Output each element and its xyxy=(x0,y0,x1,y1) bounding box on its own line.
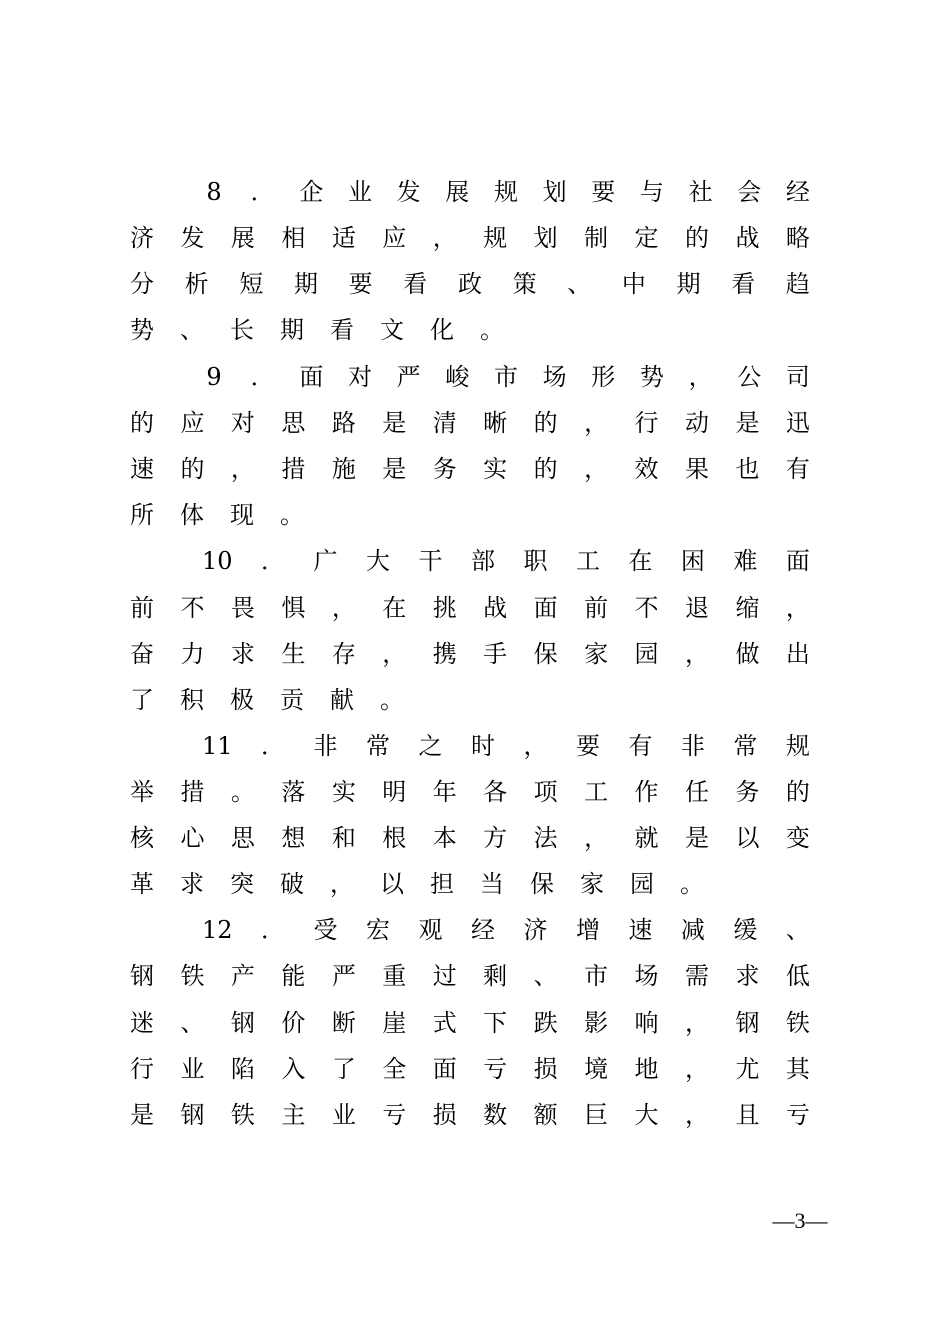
text-glyph: ， xyxy=(330,870,354,898)
text-glyph: 面 xyxy=(533,594,558,622)
text-line xyxy=(130,1049,810,1089)
text-glyph: 路 xyxy=(331,409,356,437)
text-glyph: 园 xyxy=(634,640,659,668)
text-glyph: 文 xyxy=(380,316,404,344)
text-glyph: 发 xyxy=(396,178,421,206)
text-glyph: 业 xyxy=(180,1055,205,1083)
text-glyph: 略 xyxy=(785,224,810,252)
text-glyph: 积 xyxy=(180,686,204,714)
text-glyph: 入 xyxy=(281,1055,306,1083)
text-glyph: 献 xyxy=(330,686,354,714)
text-glyph: 响 xyxy=(634,1009,659,1037)
text-glyph: 。 xyxy=(680,870,704,898)
text-glyph: 8 xyxy=(206,178,222,206)
page-number: —3— xyxy=(772,1208,828,1233)
text-glyph: 。 xyxy=(380,686,404,714)
text-glyph: 速 xyxy=(130,455,154,483)
text-glyph: 、 xyxy=(567,270,592,298)
text-glyph: 。 xyxy=(480,316,504,344)
text-glyph: 施 xyxy=(331,455,356,483)
text-glyph: 退 xyxy=(684,594,709,622)
text-glyph: 严 xyxy=(396,363,421,391)
text-glyph: 钢 xyxy=(130,962,154,990)
text-glyph: 期 xyxy=(676,270,701,298)
text-glyph: 与 xyxy=(639,178,664,206)
text-glyph: 项 xyxy=(533,778,558,806)
text-glyph: 务 xyxy=(432,455,457,483)
text-glyph: 求 xyxy=(735,962,760,990)
text-glyph: 极 xyxy=(230,686,254,714)
text-glyph: 实 xyxy=(483,455,508,483)
text-glyph: 常 xyxy=(366,732,390,760)
text-line xyxy=(130,264,810,304)
text-glyph: 市 xyxy=(493,363,518,391)
text-glyph: 社 xyxy=(688,178,713,206)
text-glyph: 断 xyxy=(331,1009,356,1037)
text-glyph: 在 xyxy=(382,594,407,622)
text-glyph: 效 xyxy=(634,455,659,483)
text-glyph: 短 xyxy=(239,270,264,298)
text-line xyxy=(130,956,810,996)
text-glyph: 所 xyxy=(130,501,154,529)
text-glyph: 面 xyxy=(432,1055,457,1083)
text-glyph: 也 xyxy=(735,455,760,483)
text-line xyxy=(130,449,810,489)
text-glyph: ， xyxy=(432,224,457,252)
text-glyph: 影 xyxy=(584,1009,609,1037)
text-line xyxy=(202,910,810,950)
text-glyph: 钢 xyxy=(180,1101,205,1129)
text-glyph: 前 xyxy=(584,594,609,622)
text-glyph: 思 xyxy=(281,409,306,437)
text-glyph: 产 xyxy=(230,962,255,990)
text-glyph: 思 xyxy=(230,824,255,852)
text-glyph: 的 xyxy=(533,455,558,483)
text-glyph: 长 xyxy=(230,316,254,344)
text-glyph: 应 xyxy=(382,224,407,252)
text-glyph: 的 xyxy=(785,778,810,806)
text-glyph: 战 xyxy=(483,594,508,622)
text-line xyxy=(130,310,810,350)
text-glyph: ， xyxy=(523,732,548,760)
text-glyph: 非 xyxy=(680,732,705,760)
text-glyph: 工 xyxy=(584,778,609,806)
text-glyph: 贡 xyxy=(280,686,304,714)
text-glyph: ， xyxy=(584,824,609,852)
text-glyph: 的 xyxy=(684,224,709,252)
text-glyph: 职 xyxy=(523,547,548,575)
text-glyph: 大 xyxy=(634,1101,659,1129)
text-glyph: 求 xyxy=(180,870,204,898)
text-glyph: 法 xyxy=(533,824,558,852)
text-glyph: 行 xyxy=(130,1055,154,1083)
text-glyph: 不 xyxy=(180,594,205,622)
text-glyph: 广 xyxy=(313,547,338,575)
text-line xyxy=(202,726,810,766)
text-glyph: 严 xyxy=(331,962,356,990)
text-line xyxy=(130,1003,810,1043)
text-glyph: ． xyxy=(261,732,286,760)
text-glyph: 济 xyxy=(130,224,154,252)
text-line xyxy=(202,541,810,581)
text-glyph: 晰 xyxy=(483,409,508,437)
text-glyph: 手 xyxy=(483,640,508,668)
text-glyph: 对 xyxy=(347,363,372,391)
text-glyph: 其 xyxy=(785,1055,810,1083)
text-glyph: 看 xyxy=(403,270,428,298)
text-glyph: 损 xyxy=(432,1101,457,1129)
text-glyph: 的 xyxy=(533,409,558,437)
text-glyph: 12 xyxy=(202,916,233,944)
text-glyph: 钢 xyxy=(735,1009,760,1037)
text-glyph: 价 xyxy=(281,1009,306,1037)
text-glyph: 跌 xyxy=(533,1009,558,1037)
text-line xyxy=(130,634,810,674)
text-glyph: 出 xyxy=(785,640,810,668)
text-glyph: 措 xyxy=(180,778,205,806)
text-glyph: 作 xyxy=(634,778,659,806)
text-glyph: 趋 xyxy=(785,270,810,298)
text-glyph: 损 xyxy=(533,1055,558,1083)
text-glyph: 保 xyxy=(530,870,554,898)
text-glyph: 看 xyxy=(330,316,354,344)
text-glyph: 革 xyxy=(130,870,154,898)
text-glyph: ， xyxy=(688,363,713,391)
text-glyph: 之 xyxy=(418,732,443,760)
text-glyph: 场 xyxy=(634,962,659,990)
text-glyph: 家 xyxy=(580,870,604,898)
text-glyph: 受 xyxy=(313,916,338,944)
text-glyph: 境 xyxy=(584,1055,609,1083)
text-glyph: 就 xyxy=(634,824,659,852)
text-glyph: 非 xyxy=(313,732,338,760)
text-glyph: 下 xyxy=(483,1009,508,1037)
text-glyph: 能 xyxy=(281,962,306,990)
text-glyph: ， xyxy=(584,455,609,483)
text-glyph: 、 xyxy=(533,962,558,990)
text-glyph: 相 xyxy=(281,224,306,252)
text-glyph: 巨 xyxy=(584,1101,609,1129)
text-glyph: 市 xyxy=(584,962,609,990)
text-glyph: 挑 xyxy=(432,594,457,622)
text-line xyxy=(130,818,810,858)
text-glyph: 前 xyxy=(130,594,154,622)
text-glyph: ． xyxy=(250,363,275,391)
text-glyph: 势 xyxy=(130,316,154,344)
text-glyph: 过 xyxy=(432,962,457,990)
text-glyph: 举 xyxy=(130,778,154,806)
text-glyph: 生 xyxy=(281,640,306,668)
text-glyph: 规 xyxy=(785,732,810,760)
text-glyph: 家 xyxy=(584,640,609,668)
text-glyph: 主 xyxy=(281,1101,306,1129)
text-glyph: 峻 xyxy=(445,363,470,391)
text-glyph: 发 xyxy=(180,224,205,252)
text-line xyxy=(130,218,810,258)
text-glyph: 中 xyxy=(621,270,646,298)
text-glyph: 有 xyxy=(628,732,653,760)
text-glyph: 心 xyxy=(180,824,205,852)
text-glyph: 析 xyxy=(184,270,209,298)
text-glyph: 济 xyxy=(523,916,548,944)
text-glyph: 化 xyxy=(430,316,454,344)
text-glyph: 对 xyxy=(230,409,255,437)
text-glyph: ， xyxy=(684,1055,709,1083)
text-glyph: 要 xyxy=(575,732,600,760)
text-glyph: 和 xyxy=(331,824,356,852)
text-glyph: 以 xyxy=(380,870,404,898)
text-glyph: 低 xyxy=(785,962,810,990)
text-glyph: 经 xyxy=(470,916,495,944)
text-glyph: 工 xyxy=(575,547,600,575)
text-glyph: 场 xyxy=(542,363,567,391)
text-glyph: 势 xyxy=(639,363,664,391)
text-glyph: 经 xyxy=(785,178,810,206)
text-glyph: 惧 xyxy=(281,594,306,622)
text-line xyxy=(130,403,810,443)
text-glyph: 畏 xyxy=(230,594,255,622)
text-glyph: 减 xyxy=(680,916,705,944)
text-glyph: 奋 xyxy=(130,640,154,668)
text-glyph: 园 xyxy=(630,870,654,898)
text-glyph: ， xyxy=(785,594,810,622)
text-glyph: 常 xyxy=(733,732,758,760)
text-glyph: 业 xyxy=(347,178,372,206)
text-glyph: 以 xyxy=(735,824,760,852)
text-glyph: 保 xyxy=(533,640,558,668)
text-glyph: 适 xyxy=(331,224,356,252)
text-glyph: 核 xyxy=(130,824,154,852)
text-glyph: ， xyxy=(584,409,609,437)
text-glyph: 铁 xyxy=(230,1101,255,1129)
text-glyph: 崖 xyxy=(382,1009,407,1037)
text-glyph: 9 xyxy=(206,363,222,391)
text-glyph: 求 xyxy=(230,640,255,668)
text-glyph: 干 xyxy=(418,547,443,575)
text-glyph: 明 xyxy=(382,778,407,806)
text-glyph: 现 xyxy=(230,501,254,529)
text-glyph: ， xyxy=(382,640,407,668)
text-line xyxy=(130,495,810,535)
text-glyph: 地 xyxy=(634,1055,659,1083)
text-glyph: 面 xyxy=(785,547,810,575)
text-glyph: 的 xyxy=(180,455,205,483)
text-glyph: 。 xyxy=(230,778,255,806)
text-glyph: 体 xyxy=(180,501,204,529)
text-glyph: ， xyxy=(230,455,255,483)
text-line xyxy=(202,357,810,397)
text-line xyxy=(130,1095,810,1135)
text-glyph: 增 xyxy=(575,916,600,944)
text-glyph: ， xyxy=(684,1101,709,1129)
text-glyph: 看 xyxy=(731,270,756,298)
text-glyph: 突 xyxy=(230,870,254,898)
text-glyph: 会 xyxy=(737,178,762,206)
text-glyph: 做 xyxy=(735,640,760,668)
text-glyph: 重 xyxy=(382,962,407,990)
text-glyph: 需 xyxy=(684,962,709,990)
text-glyph: 司 xyxy=(785,363,810,391)
text-glyph: 全 xyxy=(382,1055,407,1083)
text-glyph: 10 xyxy=(202,547,233,575)
text-glyph: 公 xyxy=(737,363,762,391)
text-glyph: 是 xyxy=(735,409,760,437)
text-glyph: 业 xyxy=(331,1101,356,1129)
text-glyph: 规 xyxy=(483,224,508,252)
text-glyph: 面 xyxy=(299,363,324,391)
text-glyph: 形 xyxy=(591,363,616,391)
text-glyph: 变 xyxy=(785,824,810,852)
text-glyph: 亏 xyxy=(785,1101,810,1129)
text-glyph: 携 xyxy=(432,640,457,668)
text-glyph: 式 xyxy=(432,1009,457,1037)
text-glyph: 划 xyxy=(542,178,567,206)
text-glyph: ， xyxy=(684,1009,709,1037)
text-glyph: 想 xyxy=(281,824,306,852)
text-glyph: 制 xyxy=(584,224,609,252)
text-glyph: 清 xyxy=(432,409,457,437)
text-glyph: 困 xyxy=(680,547,705,575)
text-glyph: ． xyxy=(261,916,286,944)
text-glyph: 力 xyxy=(180,640,205,668)
text-glyph: 钢 xyxy=(230,1009,255,1037)
text-glyph: 不 xyxy=(634,594,659,622)
text-glyph: 展 xyxy=(230,224,255,252)
text-glyph: 迅 xyxy=(785,409,810,437)
text-glyph: 是 xyxy=(684,824,709,852)
text-glyph: 方 xyxy=(483,824,508,852)
text-glyph: 本 xyxy=(432,824,457,852)
text-glyph: 任 xyxy=(684,778,709,806)
text-glyph: 在 xyxy=(628,547,653,575)
text-glyph: 战 xyxy=(735,224,760,252)
text-glyph: 落 xyxy=(281,778,306,806)
text-line xyxy=(130,680,810,720)
text-glyph: 数 xyxy=(483,1101,508,1129)
text-glyph: 担 xyxy=(430,870,454,898)
text-glyph: 定 xyxy=(634,224,659,252)
text-glyph: 、 xyxy=(180,1009,205,1037)
text-glyph: 铁 xyxy=(180,962,205,990)
text-glyph: 企 xyxy=(299,178,324,206)
text-glyph: 难 xyxy=(733,547,758,575)
text-glyph: 规 xyxy=(493,178,518,206)
text-glyph: 陷 xyxy=(230,1055,255,1083)
text-line xyxy=(202,172,810,212)
text-glyph: 缓 xyxy=(733,916,758,944)
text-glyph: 动 xyxy=(684,409,709,437)
text-glyph: 观 xyxy=(418,916,443,944)
text-glyph: 11 xyxy=(202,732,233,760)
text-glyph: 根 xyxy=(382,824,407,852)
text-glyph: ， xyxy=(684,640,709,668)
text-glyph: ． xyxy=(250,178,275,206)
text-glyph: 。 xyxy=(280,501,304,529)
text-glyph: 迷 xyxy=(130,1009,154,1037)
text-glyph: 行 xyxy=(634,409,659,437)
text-glyph: 是 xyxy=(130,1101,154,1129)
text-glyph: 要 xyxy=(591,178,616,206)
text-glyph: 了 xyxy=(331,1055,356,1083)
text-glyph: 划 xyxy=(533,224,558,252)
text-glyph: 是 xyxy=(382,409,407,437)
text-glyph: 剩 xyxy=(483,962,508,990)
text-glyph: 部 xyxy=(470,547,495,575)
text-glyph: 务 xyxy=(735,778,760,806)
text-glyph: 宏 xyxy=(366,916,390,944)
text-glyph: 有 xyxy=(785,455,810,483)
text-glyph: 策 xyxy=(512,270,537,298)
text-glyph: 的 xyxy=(130,409,154,437)
text-glyph: 期 xyxy=(280,316,304,344)
text-glyph: 各 xyxy=(483,778,508,806)
text-glyph: 年 xyxy=(432,778,457,806)
text-glyph: 、 xyxy=(785,916,810,944)
text-glyph: ． xyxy=(261,547,286,575)
text-glyph: 速 xyxy=(628,916,653,944)
text-glyph: 大 xyxy=(366,547,390,575)
text-glyph: 亏 xyxy=(382,1101,407,1129)
text-glyph: 当 xyxy=(480,870,504,898)
text-glyph: 要 xyxy=(348,270,373,298)
text-glyph: 亏 xyxy=(483,1055,508,1083)
text-glyph: 铁 xyxy=(785,1009,810,1037)
text-line xyxy=(130,864,810,904)
text-glyph: 期 xyxy=(293,270,318,298)
text-glyph: 存 xyxy=(331,640,356,668)
text-line xyxy=(130,588,810,628)
text-glyph: 政 xyxy=(457,270,482,298)
text-glyph: 应 xyxy=(180,409,205,437)
text-glyph: 分 xyxy=(130,270,154,298)
text-glyph: 了 xyxy=(130,686,154,714)
text-glyph: 果 xyxy=(684,455,709,483)
text-glyph: 破 xyxy=(280,870,304,898)
text-glyph: 措 xyxy=(281,455,306,483)
text-glyph: 是 xyxy=(382,455,407,483)
text-glyph: 尤 xyxy=(735,1055,760,1083)
text-glyph: 实 xyxy=(331,778,356,806)
text-glyph: 且 xyxy=(735,1101,760,1129)
text-glyph: 缩 xyxy=(735,594,760,622)
text-glyph: 时 xyxy=(470,732,495,760)
text-line xyxy=(130,772,810,812)
text-glyph: 展 xyxy=(445,178,470,206)
text-glyph: 额 xyxy=(533,1101,558,1129)
text-glyph: ， xyxy=(331,594,356,622)
text-glyph: 、 xyxy=(180,316,204,344)
